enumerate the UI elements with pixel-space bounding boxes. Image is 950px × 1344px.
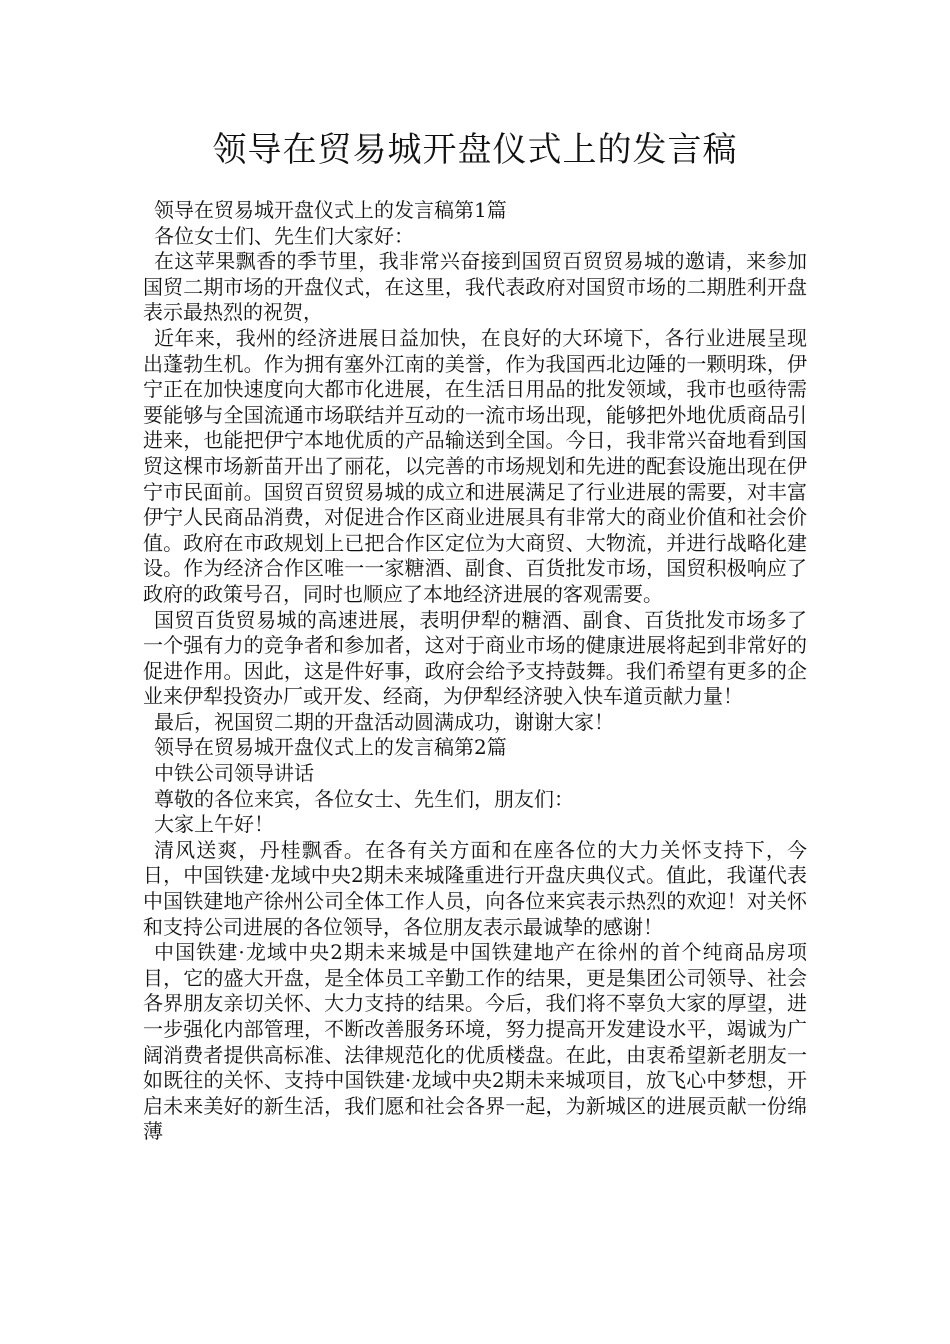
section-heading-2: 领导在贸易城开盘仪式上的发言稿第2篇 (154, 735, 507, 760)
speaker-line: 中铁公司领导讲话 (154, 761, 314, 786)
body-paragraph: 近年来，我州的经济进展日益加快，在良好的大环境下，各行业进展呈现出蓬勃生机。作为拥有塞外江南的美誉，作为我国西北边陲的一颗明珠，伊宁正在加快速度向大都市化进展，在生活日用品的批发领域，我市也亟待需要能够与全国流通市场联结并互动的一流市场出现，能够把外地优质商品引进来，也能把伊宁本地优质的产品输送到全国。今日，我非常兴奋地看到国贸这棵市场新苗开出了丽花，以完善的市场规划和先进的配套设施出现在伊宁市民面前。国贸百贸贸易城的成立和进展满足了行业进展的需要，对丰富伊宁人民商品消费，对促进合作区商业进展具有非常大的商业价值和社会价值。政府在市政规划上已把合作区定位为大商贸、大物流，并进行战略化建设。作为经济合作区唯一一家糖酒、副食、百货批发市场，国贸积极响应了政府的政策号召，同时也顺应了本地经济进展的客观需要。 (143, 325, 807, 606)
closing-paragraph: 最后，祝国贸二期的开盘活动圆满成功，谢谢大家！ (154, 709, 614, 734)
greeting-paragraph: 尊敬的各位来宾，各位女士、先生们，朋友们： (154, 786, 574, 811)
body-paragraph: 国贸百货贸易城的高速进展，表明伊犁的糖酒、副食、百货批发市场多了一个强有力的竞争者和参加者，这对于商业市场的健康进展将起到非常好的促进作用。因此，这是件好事，政府会给予支持鼓舞。我们希望有更多的企业来伊犁投资办厂或开发、经商，为伊犁经济驶入快车道贡献力量！ (143, 607, 807, 709)
document-title: 领导在贸易城开盘仪式上的发言稿 (212, 130, 738, 170)
section-heading-1: 领导在贸易城开盘仪式上的发言稿第1篇 (154, 198, 507, 222)
greeting-paragraph: 各位女士们、先生们大家好： (154, 223, 414, 248)
body-paragraph: 清风送爽，丹桂飘香。在各有关方面和在座各位的大力关怀支持下，今日，中国铁建·龙域中央2期未来城隆重进行开盘庆典仪式。值此，我谨代表中国铁建地产徐州公司全体工作人员，向各位来宾表示热烈的欢迎！对关怀和支持公司进展的各位领导，各位朋友表示最诚挚的感谢！ (143, 837, 807, 939)
document-body (143, 198, 807, 1145)
body-paragraph: 在这苹果飘香的季节里，我非常兴奋接到国贸百贸贸易城的邀请，来参加国贸二期市场的开盘仪式，在这里，我代表政府对国贸市场的二期胜利开盘表示最热烈的祝贺， (143, 249, 807, 325)
body-paragraph: 中国铁建·龙域中央2期未来城是中国铁建地产在徐州的首个纯商品房项目，它的盛大开盘，是全体员工辛勤工作的结果，更是集团公司领导、社会各界朋友亲切关怀、大力支持的结果。今后，我们将不辜负大家的厚望，进一步强化内部管理，不断改善服务环境，努力提高开发建设水平，竭诚为广阔消费者提供高标准、法律规范化的优质楼盘。在此，由衷希望新老朋友一如既往的关怀、支持中国铁建·龙域中央2期未来城项目，放飞心中梦想，开启未来美好的新生活，我们愿和社会各界一起，为新城区的进展贡献一份绵薄 (143, 940, 807, 1144)
greeting-paragraph: 大家上午好！ (154, 812, 274, 837)
